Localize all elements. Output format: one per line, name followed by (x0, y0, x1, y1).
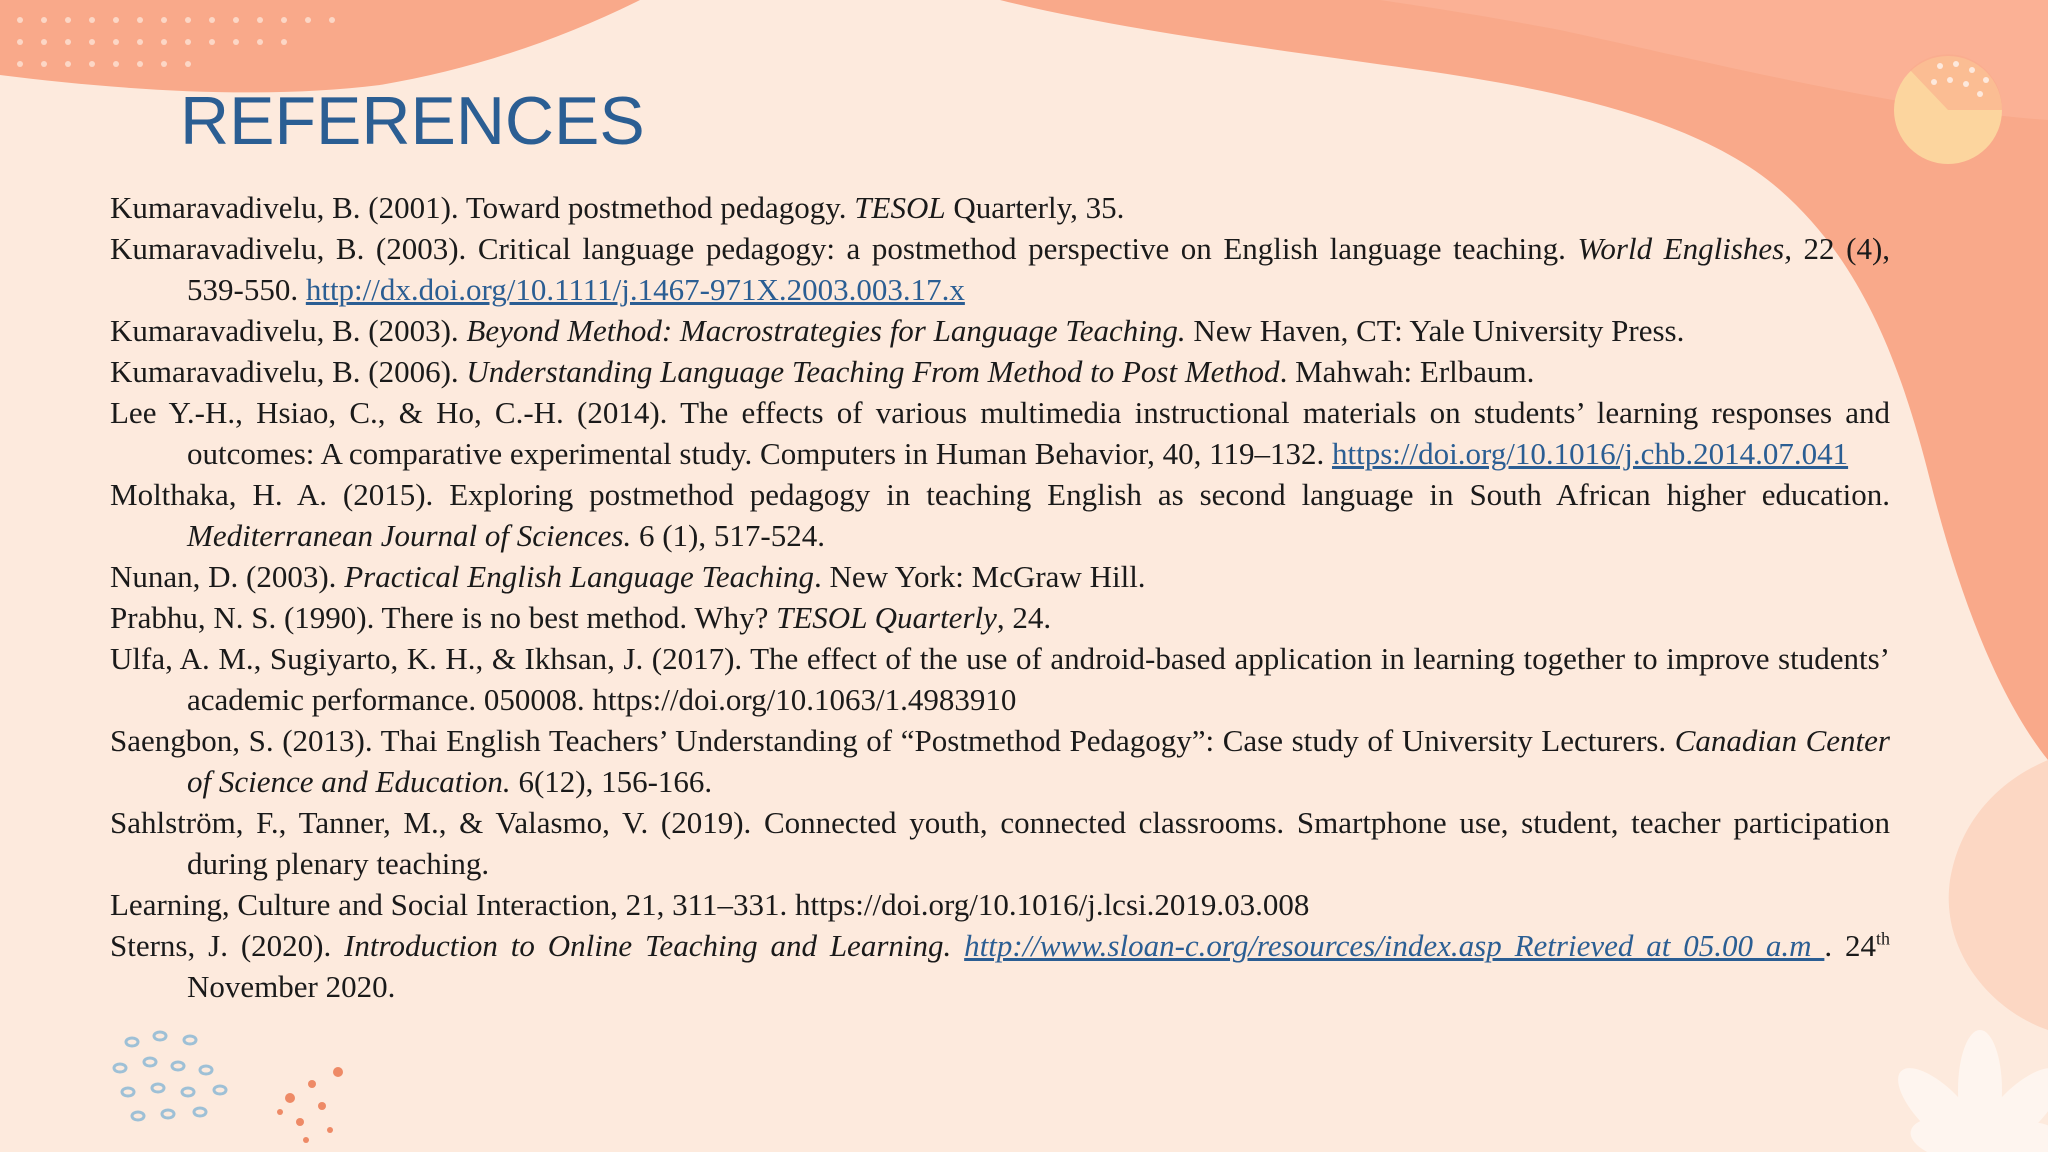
reference-item (110, 556, 1890, 597)
reference-item (110, 925, 1890, 1007)
reference-item (110, 392, 1890, 474)
reference-list (110, 187, 1890, 1007)
reference-text: . New York: McGraw Hill. (814, 559, 1146, 594)
reference-item (110, 187, 1890, 228)
reference-text: Kumaravadivelu, B. (2001). Toward postmethod pedagogy. (110, 190, 855, 225)
reference-text: , 24. (996, 600, 1052, 635)
reference-text: Kumaravadivelu, B. (2006). (110, 354, 467, 389)
reference-text: Learning, Culture and Social Interaction, 21, 311–331. https://doi.org/10.1016/j.lcsi.2019.03.008 (110, 887, 1310, 922)
reference-italic: Understanding Language Teaching From Method to Post Method (466, 354, 1280, 389)
orange-dot-pattern (277, 1067, 343, 1143)
reference-italic: Canadian Center of Science and Education. (187, 723, 1890, 799)
reference-text: Saengbon, S. (2013). Thai English Teachers’ Understanding of “Postmethod Pedagogy”: Case study of University Lecturers. (110, 723, 1675, 758)
reference-item (110, 884, 1890, 925)
reference-text: Ulfa, A. M., Sugiyarto, K. H., & Ikhsan, J. (2017). The effect of the use of android-based application in learning together to improve students’ academic performance. 050008. https://doi.org/10.1063/1.4983910 (110, 641, 1890, 717)
reference-item (110, 474, 1890, 556)
reference-text: Quarterly, 35. (945, 190, 1125, 225)
reference-italic: TESOL (854, 190, 946, 225)
reference-text: Kumaravadivelu, B. (2003). (110, 313, 467, 348)
reference-italic: Introduction to Online Teaching and Learning. (344, 928, 952, 963)
reference-italic: TESOL Quarterly (776, 600, 997, 635)
reference-item (110, 597, 1890, 638)
reference-item (110, 351, 1890, 392)
ring-pattern (114, 1032, 226, 1120)
reference-item (110, 802, 1890, 884)
reference-item (110, 720, 1890, 802)
reference-text: Molthaka, H. A. (2015). Exploring postmethod pedagogy in teaching English as second language in South African higher education. (110, 477, 1890, 512)
reference-text: Lee Y.-H., Hsiao, C., & Ho, C.-H. (2014). The effects of various multimedia instructional materials on students’ learning responses and outcomes: A comparative experimental study. Computers in Human Behavior, 40, 119–132. (110, 395, 1890, 471)
reference-item (110, 638, 1890, 720)
reference-link[interactable]: https://doi.org/10.1016/j.chb.2014.07.041 (1331, 436, 1849, 471)
reference-text: Nunan, D. (2003). (110, 559, 345, 594)
reference-text: Sahlström, F., Tanner, M., & Valasmo, V. (2019). Connected youth, connected classrooms. Smartphone use, student, teacher participation during plenary teaching. (110, 805, 1890, 881)
reference-text: November 2020. (187, 969, 396, 1004)
reference-italic: Beyond Method: Macrostrategies for Language Teaching. (466, 313, 1186, 348)
top-left-blob-shape (0, 0, 640, 92)
reference-italic: World Englishes, (1577, 231, 1792, 266)
reference-link[interactable]: http://www.sloan-c.org/resources/index.asp Retrieved at 05.00 a.m (964, 928, 1825, 963)
reference-italic: Practical English Language Teaching (344, 559, 815, 594)
leaf-shape (1949, 760, 2048, 1030)
reference-item (110, 228, 1890, 310)
reference-text: 22 (4), 539-550. (187, 231, 1891, 307)
reference-item (110, 310, 1890, 351)
flower-shape (1886, 1030, 2048, 1152)
reference-link[interactable]: http://dx.doi.org/10.1111/j.1467-971X.2003.003.17.x (305, 272, 965, 307)
reference-text: . Mahwah: Erlbaum. (1279, 354, 1535, 389)
page-title: REFERENCES (180, 83, 645, 159)
reference-text: Prabhu, N. S. (1990). There is no best method. Why? (110, 600, 777, 635)
reference-text: 6 (1), 517-524. (631, 518, 825, 553)
reference-italic: Mediterranean Journal of Sciences. (187, 518, 632, 553)
reference-text: Kumaravadivelu, B. (2003). Critical language pedagogy: a postmethod perspective on English language teaching. (110, 231, 1578, 266)
reference-text: Sterns, J. (2020). (110, 928, 345, 963)
reference-text (951, 928, 964, 963)
ordinal-superscript: th (1876, 928, 1891, 949)
reference-text: 6(12), 156-166. (510, 764, 713, 799)
reference-text: New Haven, CT: Yale University Press. (1185, 313, 1685, 348)
reference-text: . 24 (1824, 928, 1877, 963)
